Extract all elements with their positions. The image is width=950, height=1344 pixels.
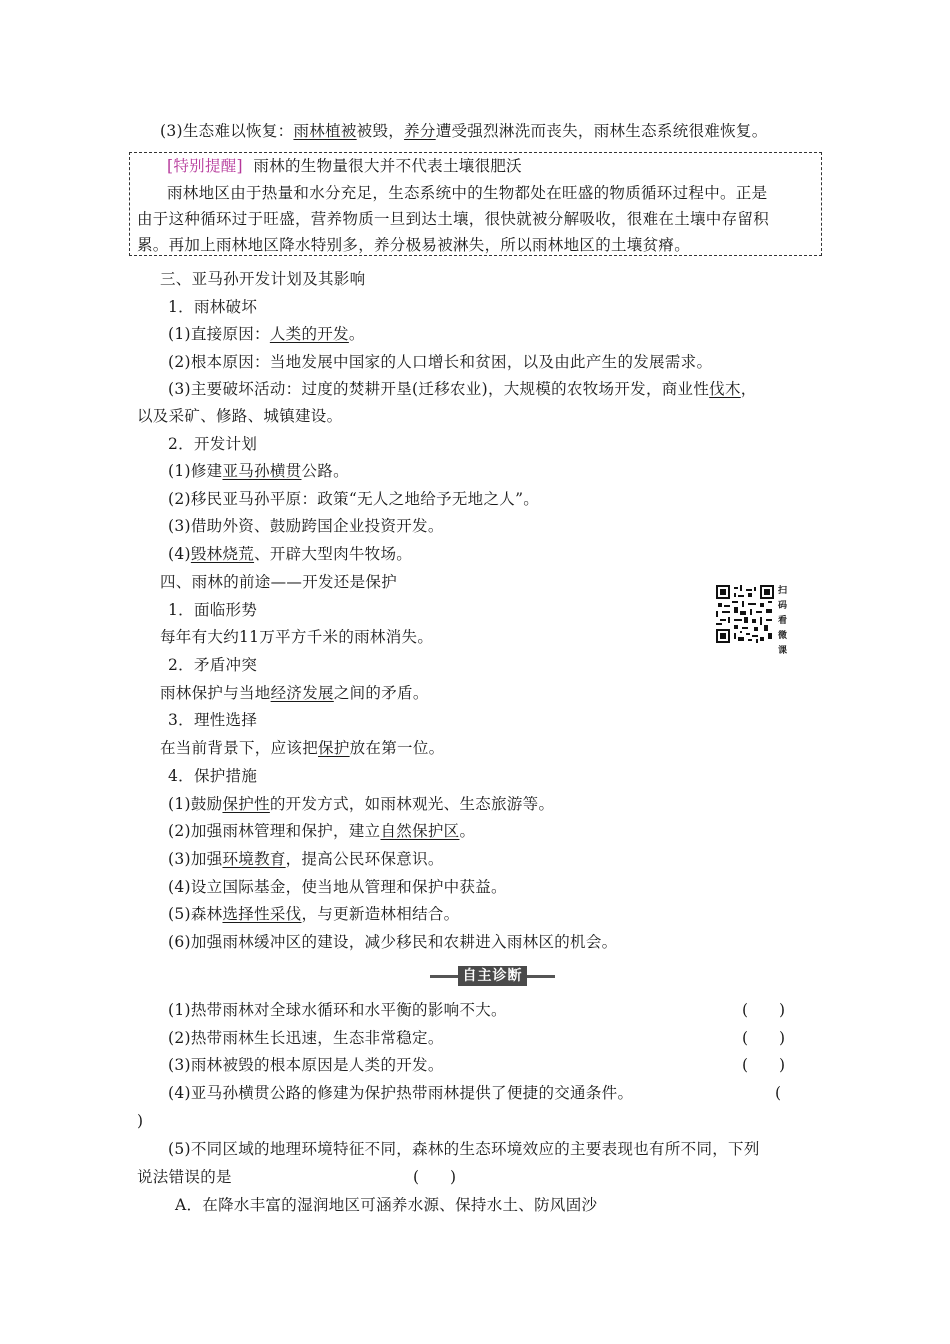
choice-suffix: 放在第一位。 bbox=[349, 739, 445, 757]
main-underline: 伐木 bbox=[709, 380, 741, 398]
m2-prefix: (2)加强雨林管理和保护，建立 bbox=[168, 822, 381, 840]
question-3: (3)雨林被毁的根本原因是人类的开发。 bbox=[168, 1056, 444, 1074]
choice-underline: 保护 bbox=[318, 739, 350, 757]
sec3-sub1: 1．雨林破坏 bbox=[168, 298, 258, 316]
sec3-sub2: 2．开发计划 bbox=[168, 435, 258, 453]
plan1-prefix: (1)修建 bbox=[168, 462, 223, 480]
sec4-sub1-text: 每年有大约11万平方千米的雨林消失。 bbox=[160, 628, 434, 646]
tip-body-line-1: 雨林地区由于热量和水分充足，生态系统中的生物都处在旺盛的物质循环过程中。正是 bbox=[167, 184, 768, 202]
eco-recover-prefix: (3)生态难以恢复： bbox=[160, 122, 294, 140]
option-a[interactable]: A．在降水丰富的湿润地区可涵养水源、保持水土、防风固沙 bbox=[175, 1196, 598, 1214]
sec3-plan-3: (3)借助外资、鼓励跨国企业投资开发。 bbox=[168, 517, 444, 535]
eco-recover-mid: 被毁， bbox=[356, 122, 405, 140]
answer-paren-4-close[interactable]: ) bbox=[137, 1112, 144, 1130]
m5-prefix: (5)森林 bbox=[168, 905, 223, 923]
conflict-underline: 经济发展 bbox=[270, 684, 334, 702]
main-suffix: ， bbox=[740, 380, 757, 398]
tip-title-line bbox=[167, 155, 522, 177]
banner-title: 自主诊断 bbox=[458, 966, 527, 986]
answer-paren-5[interactable]: ( ) bbox=[413, 1168, 457, 1186]
banner-right-bar bbox=[525, 975, 555, 978]
sec4-measure-5 bbox=[168, 903, 460, 925]
tip-label: [特别提醒] bbox=[167, 157, 243, 175]
question-5-line-1: (5)不同区域的地理环境特征不同，森林的生态环境效应的主要表现也有所不同，下列 bbox=[168, 1140, 760, 1158]
self-diagnosis-banner bbox=[430, 965, 555, 987]
sec4-measure-3 bbox=[168, 848, 444, 870]
sec4-measure-2 bbox=[168, 820, 475, 842]
eco-recover-underline-1: 雨林植被 bbox=[293, 122, 357, 140]
plan1-underline: 亚马孙横贯 bbox=[222, 462, 302, 480]
tip-title: 雨林的生物量很大并不代表土壤很肥沃 bbox=[253, 157, 522, 175]
answer-paren-1[interactable]: ( ) bbox=[742, 1001, 786, 1019]
eco-recover-underline-2: 养分 bbox=[404, 122, 436, 140]
m1-suffix: 的开发方式，如雨林观光、生态旅游等。 bbox=[269, 795, 555, 813]
m2-suffix: 。 bbox=[459, 822, 476, 840]
sec4-measure-6: (6)加强雨林缓冲区的建设，减少移民和农耕进入雨林区的机会。 bbox=[168, 933, 618, 951]
direct-suffix: 。 bbox=[348, 325, 365, 343]
m5-underline: 选择性采伐 bbox=[222, 905, 302, 923]
qr-caption: 扫码看微课 bbox=[778, 586, 788, 656]
sec4-sub3: 3．理性选择 bbox=[168, 711, 258, 729]
sec3-main-activity bbox=[168, 378, 757, 400]
conflict-prefix: 雨林保护与当地 bbox=[160, 684, 271, 702]
sec4-heading: 四、雨林的前途——开发还是保护 bbox=[160, 573, 398, 591]
conflict-suffix: 之间的矛盾。 bbox=[333, 684, 429, 702]
question-2: (2)热带雨林生长迅速，生态非常稳定。 bbox=[168, 1029, 444, 1047]
banner-left-bar bbox=[430, 975, 460, 978]
sec3-main-activity-cont: 以及采矿、修路、城镇建设。 bbox=[137, 407, 343, 425]
tip-body-line-2: 由于这种循环过于旺盛，营养物质一旦到达土壤，很快就被分解吸收，很难在土壤中存留积 bbox=[137, 210, 770, 228]
sec3-root-cause: (2)根本原因：当地发展中国家的人口增长和贫困，以及由此产生的发展需求。 bbox=[168, 353, 713, 371]
sec4-measure-1 bbox=[168, 793, 554, 815]
answer-paren-2[interactable]: ( ) bbox=[742, 1029, 786, 1047]
plan4-suffix: 、开辟大型肉牛牧场。 bbox=[254, 545, 413, 563]
main-prefix: (3)主要破坏活动：过度的焚耕开垦(迁移农业)，大规模的农牧场开发，商业性 bbox=[168, 380, 710, 398]
sec4-measure-4: (4)设立国际基金，使当地从管理和保护中获益。 bbox=[168, 878, 507, 896]
m2-underline: 自然保护区 bbox=[380, 822, 460, 840]
m1-underline: 保护性 bbox=[222, 795, 270, 813]
sec3-plan-1 bbox=[168, 460, 349, 482]
sec4-sub2: 2．矛盾冲突 bbox=[168, 656, 258, 674]
question-1: (1)热带雨林对全球水循环和水平衡的影响不大。 bbox=[168, 1001, 507, 1019]
choice-prefix: 在当前背景下，应该把 bbox=[160, 739, 319, 757]
plan4-underline: 毁林烧荒 bbox=[190, 545, 255, 563]
sec3-plan-4 bbox=[168, 543, 412, 565]
qr-code-icon[interactable] bbox=[716, 585, 774, 643]
m5-suffix: ，与更新造林相结合。 bbox=[301, 905, 460, 923]
direct-underline: 人类的开发 bbox=[269, 325, 349, 343]
direct-prefix: (1)直接原因： bbox=[168, 325, 270, 343]
sec3-direct-cause bbox=[168, 323, 365, 345]
m3-prefix: (3)加强 bbox=[168, 850, 223, 868]
answer-paren-4-open[interactable]: ( bbox=[775, 1084, 782, 1102]
m3-underline: 环境教育 bbox=[222, 850, 286, 868]
m3-suffix: ，提高公民环保意识。 bbox=[285, 850, 444, 868]
question-5-line-2: 说法错误的是 bbox=[137, 1168, 232, 1186]
plan1-suffix: 公路。 bbox=[301, 462, 349, 480]
sec3-plan-2: (2)移民亚马孙平原：政策“无人之地给予无地之人”。 bbox=[168, 490, 540, 508]
eco-recover-suffix: 遭受强烈淋洗而丧失，雨林生态系统很难恢复。 bbox=[435, 122, 768, 140]
sec4-sub1: 1．面临形势 bbox=[168, 601, 258, 619]
sec4-sub2-text bbox=[160, 682, 429, 704]
answer-paren-3[interactable]: ( ) bbox=[742, 1056, 786, 1074]
question-4: (4)亚马孙横贯公路的修建为保护热带雨林提供了便捷的交通条件。 bbox=[168, 1084, 634, 1102]
sec4-sub3-text bbox=[160, 737, 444, 759]
sec4-sub4: 4．保护措施 bbox=[168, 767, 258, 785]
m1-prefix: (1)鼓励 bbox=[168, 795, 223, 813]
sec3-heading: 三、亚马孙开发计划及其影响 bbox=[160, 270, 366, 288]
tip-body-line-3: 累。再加上雨林地区降水特别多，养分极易被淋失，所以雨林地区的土壤贫瘠。 bbox=[137, 236, 691, 254]
eco-recover-line bbox=[160, 120, 768, 142]
plan4-prefix: (4) bbox=[168, 545, 191, 563]
